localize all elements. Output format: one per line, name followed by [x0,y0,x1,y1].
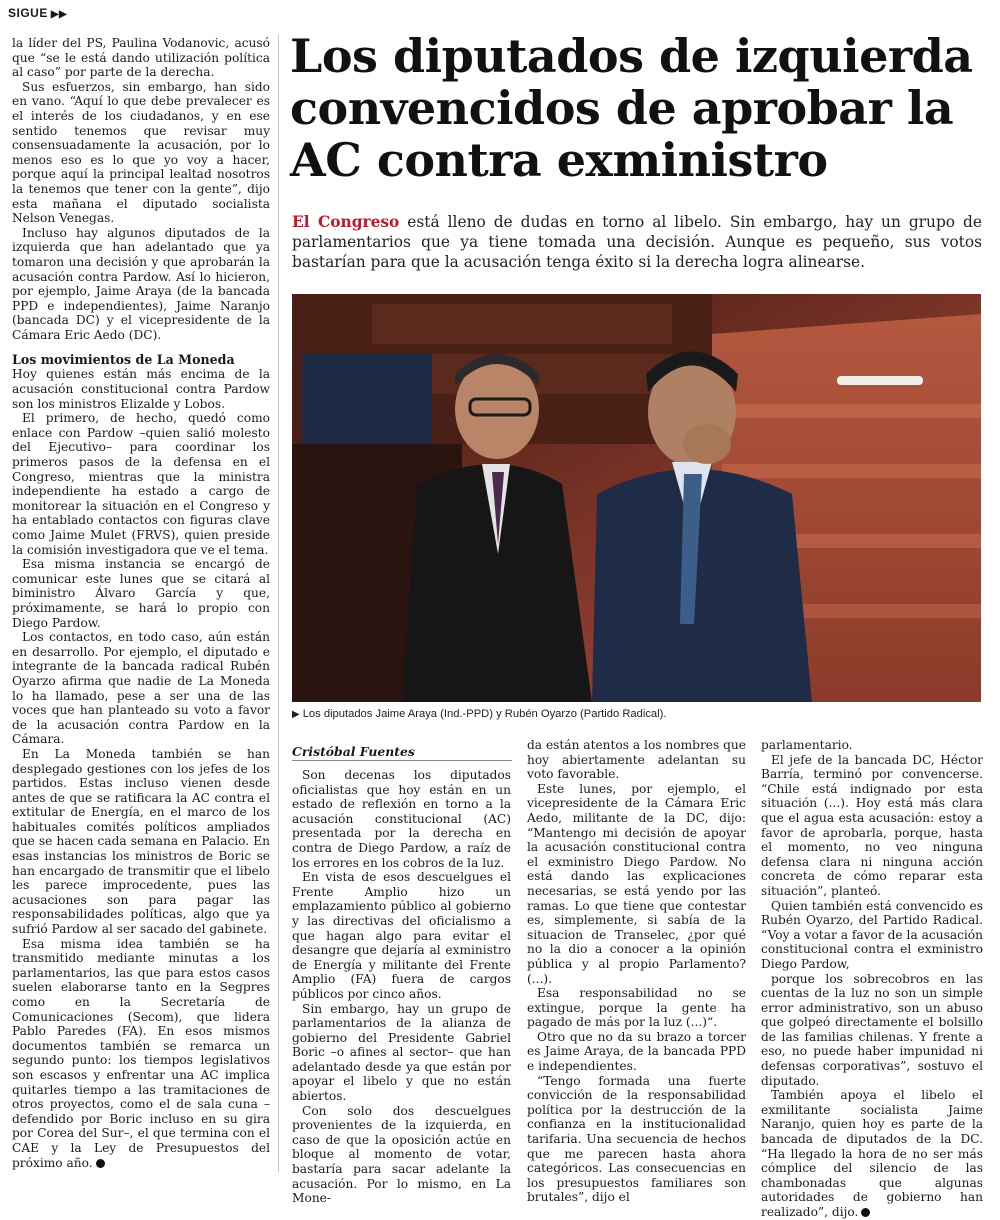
paragraph: la líder del PS, Paulina Vodanovic, acusó que “se le está dando utilización política al caso” por parte de la derecha. [12,36,270,80]
lead-highlight: El Congreso [292,213,400,231]
paragraph: Esa responsabilidad no se extingue, porque la gente ha pagado de más por la luz (...)“. [527,986,746,1030]
paragraph [761,1088,983,1219]
paragraph: Los contactos, en todo caso, aún están en desarrollo. Por ejemplo, el diputado e integrante de la bancada radical Rubén Oyarzo afirma que nadie de La Moneda lo ha llamado, pese a ser una de las voces que han planteado su voto a favor de la acusación contra Pardow en la Cámara. [12,630,270,747]
paragraph: Sus esfuerzos, sin embargo, han sido en vano. “Aquí lo que debe prevalecer es el interés de los ciudadanos, y en ese sentido tenemos que revisar muy consensuadamente la acusación, por lo menos eso es lo que yo voy a hacer, porque aquí la principal lealtad nosotros la tenemos que tener con la gente”, dijo esta mañana el diputado socialista Nelson Venegas. [12,79,270,226]
paragraph: parlamentario. [761,738,853,752]
subheading: Los movimientos de La Moneda [12,352,235,368]
left-column [12,36,270,1170]
byline-rule [292,760,512,761]
paragraph: En La Moneda también se han desplegado gestiones con los jefes de los partidos. Estas incluso vienen desde antes de que se ratificara la AC contra el extitular de Energía, en el marco de los habituales comités políticos ampliados que se hacen cada semana en Palacio. En esas instancias los ministros de Boric se han encargado de transmitir que el libelo les parece improcedente, pues las acusaciones son para pagar las responsabilidades políticas, algo que ya sufrió Pardow al ser sacado del gabinete. [12,746,270,937]
paragraph: Otro que no da su brazo a torcer es Jaime Araya, de la bancada PPD e independientes. [527,1029,746,1074]
end-mark-icon [861,1208,870,1217]
column-3 [527,738,746,1205]
paragraph: Hoy quienes están más encima de la acusación constitucional contra Pardow son los ministros Elizalde y Lobos. [12,367,270,411]
paragraph: El jefe de la bancada DC, Héctor Barría, terminó por convencerse. “Chile está indignado por esta situación (...). Hoy está más clara que el agua esta acusación: estoy a favor de aprobarla, porque, hasta el momento, no veo ninguna defensa clara ni ninguna acción concreta de cómo reparar esta situación”, planteó. [761,752,983,898]
triangle-right-icon: ▶ [292,709,300,720]
byline: Cristóbal Fuentes [292,744,415,759]
paragraph: Incluso hay algunos diputados de la izquierda que han adelantado que ya tomaron una decisión y que aprobarán la acusación contra Pardow. Así lo hicieron, por ejemplo, Jaime Araya (de la bancada PPD e independientes), Jaime Naranjo (bancada DC) y el vicepresidente de la Cámara Eric Aedo (DC). [12,225,270,342]
paragraph: El primero, de hecho, quedó como enlace con Pardow –quien salió molesto del Ejecutivo– para coordinar los primeros pasos de la defensa en el Congreso, mientras que la ministra independiente ha estado a cargo de monitorear la situación en el Congreso y ha entablado contactos con figuras clave como Jaime Mulet (FRVS), quien preside la comisión investigadora que ve el tema. [12,411,270,557]
column-divider [278,34,279,1172]
column-2 [292,768,511,1206]
column-4 [761,738,983,1220]
caption-text: Los diputados Jaime Araya (Ind.-PPD) y Rubén Oyarzo (Partido Radical). [302,708,667,720]
double-arrow-icon: ▶▶ [50,9,68,20]
lead-paragraph [292,212,982,272]
paragraph: Esa misma instancia se encargó de comunicar este lunes que se citará al biministro Álvaro García y que, próximamente, se hará lo propio con Diego Pardow. [12,557,270,630]
article-photo [292,294,981,702]
paragraph: Este lunes, por ejemplo, el vicepresidente de la Cámara Eric Aedo, militante de la DC, dijo: “Mantengo mi decisión de apoyar la acusación constitucional contra el exministro Diego Pardow. No está dando las explicaciones necesarias, se está yendo por las ramas. Lo que tiene que contestar es, simplemente, si sabía de la situacion de Transelec, ¿por qué no la dio a conocer a la opinión pública y al propio Parlamento? (...). [527,781,746,986]
headline: Los diputados de izquierda convencidos de aprobar la AC contra exministro [290,29,973,187]
paragraph: Sin embargo, hay un grupo de parlamentarios de la alianza de gobierno del Presidente Gabriel Boric –o afines al sector– que han adelantado desde ya que están por apoyar el libelo y que no están abiertos. [292,1001,511,1104]
paragraph: En vista de esos descuelgues el Frente Amplio hizo un emplazamiento público al gobierno y las directivas del oficialismo a que hagan algo para evitar el desangre que dejaría al exministro de Energía y militante del Frente Amplio (FA) fuera de cargos públicos por cinco años. [292,870,511,1001]
end-mark-icon [96,1159,105,1168]
paragraph: Con solo dos descuelgues provenientes de la izquierda, en caso de que la oposición actúe en bloque al momento de votar, bastaría para sacar adelante la acusación. Por lo mismo, en La Mone- [292,1103,511,1206]
lead-text: está lleno de dudas en torno al libelo. Sin embargo, hay un grupo de parlamentarios que ya tiene tomada una decisión. Aunque es pequeño, sus votos bastarían para que la acusación tenga éxito si la derecha logra alinearse. [292,213,982,271]
photo-caption [292,708,982,720]
paragraph: porque los sobrecobros en las cuentas de la luz no son un simple error administrativo, son un abuso que golpeó directamente el bolsillo de las familias chilenas. Y frente a eso, no puede haber impunidad ni defensas corporativas”, sostuvo el diputado. [761,971,983,1088]
paragraph: “Tengo formada una fuerte convicción de la responsabilidad política por la destrucción de la confianza en la institucionalidad tarifaria. Una secuencia de hechos que me parecen hasta ahora categóricos. Las consecuencias en los presupuestos familiares son brutales”, dijo el [527,1073,746,1205]
paragraph: Quien también está convencido es Rubén Oyarzo, del Partido Radical. “Voy a votar a favor de la acusación constitucional contra el exministro Diego Pardow, [761,898,983,971]
sigue-label: SIGUE [8,6,48,20]
paragraph: da están atentos a los nombres que hoy abiertamente adelantan su voto favorable. [527,738,746,782]
paragraph: Son decenas los diputados oficialistas que hoy están en un estado de reflexión en torno a la acusación constitucional (AC) presentada por la derecha en contra de Diego Pardow, a raíz de los errores en los cobros de la luz. [292,768,511,870]
paragraph-text: Esa misma idea también se ha transmitido mediante minutas a los parlamentarios, las que para estos casos suelen elaborarse tanto en la Segpres como en la Secretaría de Comunicaciones (Secom), que lidera Pablo Paredes (FA). En esos mismos documentos también se remarca un segundo punto: los tiempos legislativos son escasos y enfrentar una AC implica quitarles tiempo a las tramitaciones de otros proyectos, como el de sala cuna –defendido por Boric incluso en su gira por Corea del Sur–, el que termina con el CAE y la Ley de Presupuestos del próximo año. [12,936,270,1170]
paragraph-text: También apoya el libelo el exmilitante socialista Jaime Naranjo, quien hoy es parte de la bancada de diputados de la DC. “Ha llegado la hora de no ser más cómplice del silencio de las chambonadas que algunas autoridades de gobierno han realizado”, dijo. [761,1088,983,1219]
paragraph [12,937,270,1171]
continued-marker [8,6,67,20]
photo-illustration [292,294,981,702]
